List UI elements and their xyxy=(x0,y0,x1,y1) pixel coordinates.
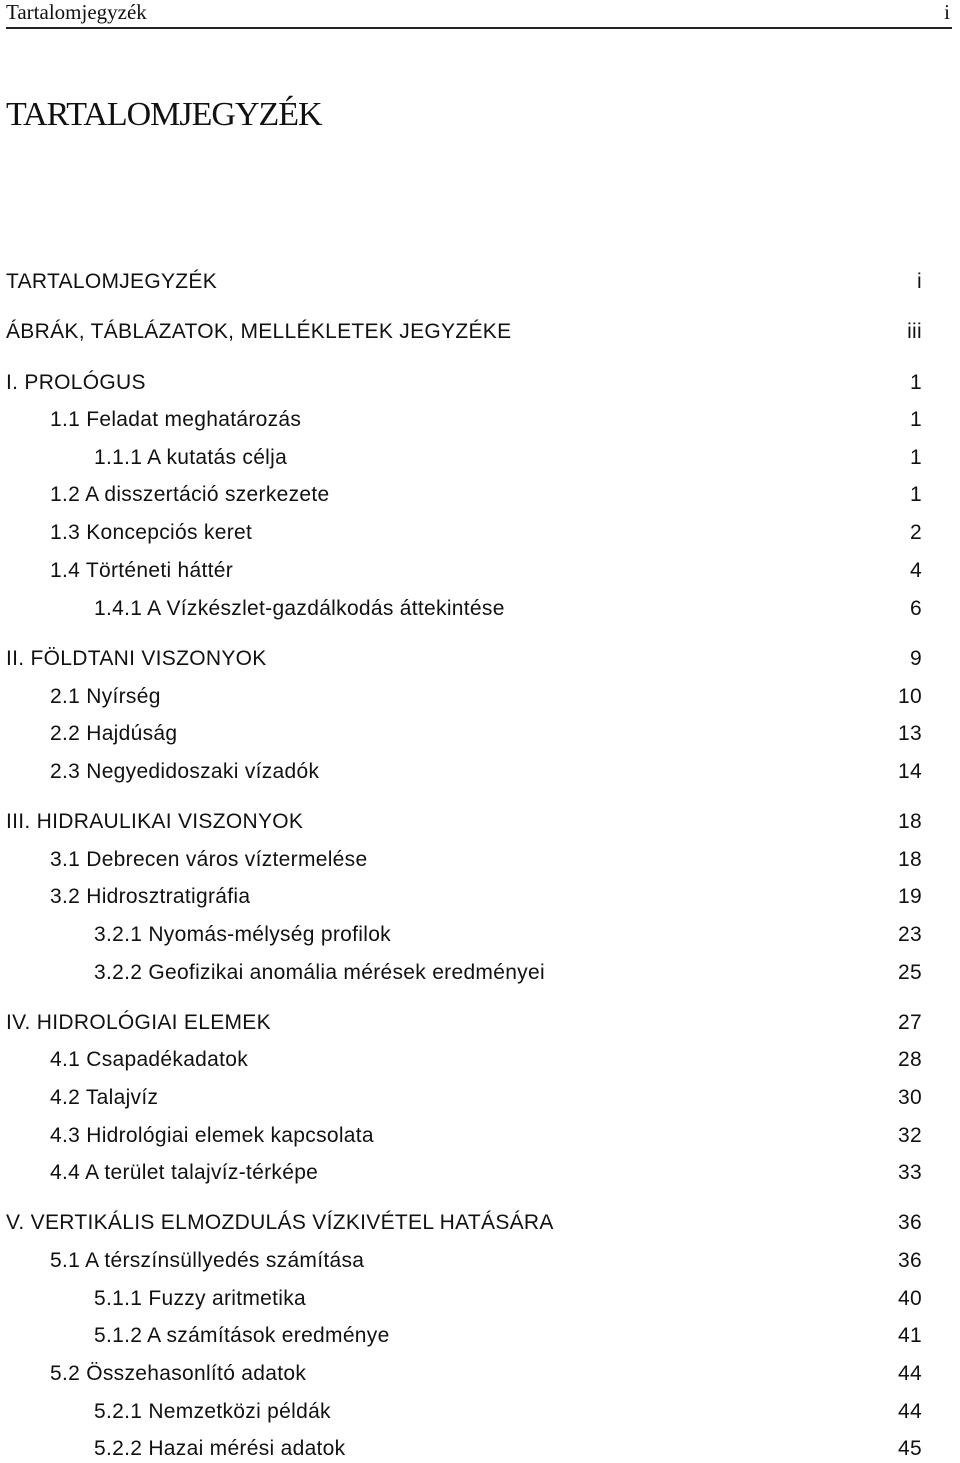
toc-entry-label: 1.2 A disszertáció szerkezete xyxy=(50,483,330,506)
toc-entry-page: 36 xyxy=(898,1249,922,1272)
toc-entry-page: 25 xyxy=(898,961,922,984)
toc-entry-label: 5.2.1 Nemzetközi példák xyxy=(94,1400,331,1423)
toc-entry[interactable] xyxy=(0,808,960,836)
toc-entry[interactable] xyxy=(0,268,960,296)
toc-entry-label: 3.2.2 Geofizikai anomália mérések eredményei xyxy=(94,961,545,984)
page-title: TARTALOMJEGYZÉK xyxy=(6,96,322,133)
toc-entry-page: 1 xyxy=(910,446,922,469)
toc-entry[interactable] xyxy=(0,1247,960,1275)
toc-entry-page: iii xyxy=(907,320,922,343)
toc-entry-page: 32 xyxy=(898,1124,922,1147)
toc-entry-label: 5.2 Összehasonlító adatok xyxy=(50,1362,307,1385)
toc-entry[interactable] xyxy=(0,406,960,434)
toc-entry-label: 3.2 Hidrosztratigráfia xyxy=(50,885,251,908)
toc-entry-label: 2.1 Nyírség xyxy=(50,685,161,708)
toc-entry-label: II. FÖLDTANI VISZONYOK xyxy=(6,647,267,670)
toc-entry-page: 10 xyxy=(898,685,922,708)
toc-entry-page: 18 xyxy=(898,810,922,833)
toc-entry[interactable] xyxy=(0,758,960,786)
running-header-title: Tartalomjegyzék xyxy=(6,0,147,24)
toc-entry-page: 13 xyxy=(898,722,922,745)
toc-entry[interactable] xyxy=(0,481,960,509)
toc-entry[interactable] xyxy=(0,1398,960,1426)
toc-entry[interactable] xyxy=(0,1285,960,1313)
toc-entry[interactable] xyxy=(0,1122,960,1150)
toc-entry-label: 1.1.1 A kutatás célja xyxy=(94,446,288,469)
toc-entry-label: 5.1 A térszínsüllyedés számítása xyxy=(50,1249,365,1272)
toc-entry-page: 28 xyxy=(898,1048,922,1071)
running-header-page-number: i xyxy=(944,0,950,24)
toc-entry[interactable] xyxy=(0,1360,960,1388)
toc-entry-page: 14 xyxy=(898,760,922,783)
toc-entry-page: 18 xyxy=(898,848,922,871)
toc-entry-page: 44 xyxy=(898,1362,922,1385)
toc-entry[interactable] xyxy=(0,595,960,623)
toc-entry-label: 5.1.2 A számítások eredménye xyxy=(94,1324,390,1347)
toc-entry-label: 3.2.1 Nyomás-mélység profilok xyxy=(94,923,391,946)
toc-entry-label: 1.1 Feladat meghatározás xyxy=(50,408,302,431)
toc-entry[interactable] xyxy=(0,645,960,673)
toc-entry-page: 23 xyxy=(898,923,922,946)
toc-entry[interactable] xyxy=(0,1084,960,1112)
toc-entry[interactable] xyxy=(0,921,960,949)
toc-entry-label: V. VERTIKÁLIS ELMOZDULÁS VÍZKIVÉTEL HATÁSÁRA xyxy=(6,1211,554,1234)
toc-entry-label: TARTALOMJEGYZÉK xyxy=(6,270,218,293)
toc-entry-page: 1 xyxy=(910,371,922,394)
toc-entry-page: 41 xyxy=(898,1324,922,1347)
toc-entry[interactable] xyxy=(0,846,960,874)
toc-entry[interactable] xyxy=(0,720,960,748)
toc-entry-page: 2 xyxy=(910,521,922,544)
toc-entry-page: i xyxy=(917,270,922,293)
toc-entry-label: IV. HIDROLÓGIAI ELEMEK xyxy=(6,1011,271,1034)
toc-entry-label: 4.4 A terület talajvíz-térképe xyxy=(50,1161,319,1184)
toc-entry-label: 4.1 Csapadékadatok xyxy=(50,1048,249,1071)
toc-entry-label: 2.2 Hajdúság xyxy=(50,722,178,745)
toc-entry[interactable] xyxy=(0,1209,960,1237)
toc-entry-label: 4.2 Talajvíz xyxy=(50,1086,159,1109)
toc-entry-label: 4.3 Hidrológiai elemek kapcsolata xyxy=(50,1124,374,1147)
toc-entry-label: 1.4 Történeti háttér xyxy=(50,559,234,582)
toc-entry-page: 30 xyxy=(898,1086,922,1109)
toc-entry[interactable] xyxy=(0,1159,960,1187)
toc-entry-page: 36 xyxy=(898,1211,922,1234)
toc-entry-page: 27 xyxy=(898,1011,922,1034)
toc-entry-label: 5.1.1 Fuzzy aritmetika xyxy=(94,1287,307,1310)
toc-entry-label: 1.3 Koncepciós keret xyxy=(50,521,253,544)
toc-entry[interactable] xyxy=(0,444,960,472)
toc-entry[interactable] xyxy=(0,683,960,711)
toc-entry[interactable] xyxy=(0,1322,960,1350)
toc-entry-page: 6 xyxy=(910,597,922,620)
toc-entry-label: ÁBRÁK, TÁBLÁZATOK, MELLÉKLETEK JEGYZÉKE xyxy=(6,320,512,343)
toc-entry-page: 4 xyxy=(910,559,922,582)
toc-entry[interactable] xyxy=(0,1009,960,1037)
toc-entry-page: 1 xyxy=(910,408,922,431)
toc-entry-page: 45 xyxy=(898,1437,922,1460)
toc-entry[interactable] xyxy=(0,318,960,346)
toc-entry[interactable] xyxy=(0,959,960,987)
toc-entry[interactable] xyxy=(0,883,960,911)
toc-entry-label: 3.1 Debrecen város víztermelése xyxy=(50,848,368,871)
toc-entry[interactable] xyxy=(0,369,960,397)
toc-entry[interactable] xyxy=(0,1046,960,1074)
toc-entry-label: III. HIDRAULIKAI VISZONYOK xyxy=(6,810,304,833)
toc-entry[interactable] xyxy=(0,519,960,547)
toc-entry[interactable] xyxy=(0,1435,960,1463)
toc-entry-label: 2.3 Negyedidoszaki vízadók xyxy=(50,760,320,783)
toc-entry-label: I. PROLÓGUS xyxy=(6,371,146,394)
toc-entry-page: 9 xyxy=(910,647,922,670)
toc-entry-page: 40 xyxy=(898,1287,922,1310)
toc-entry-page: 1 xyxy=(910,483,922,506)
toc-entry-label: 1.4.1 A Vízkészlet-gazdálkodás áttekintése xyxy=(94,597,505,620)
toc-entry[interactable] xyxy=(0,557,960,585)
toc-entry-page: 33 xyxy=(898,1161,922,1184)
toc-entry-page: 19 xyxy=(898,885,922,908)
toc-entry-label: 5.2.2 Hazai mérési adatok xyxy=(94,1437,346,1460)
toc-entry-page: 44 xyxy=(898,1400,922,1423)
